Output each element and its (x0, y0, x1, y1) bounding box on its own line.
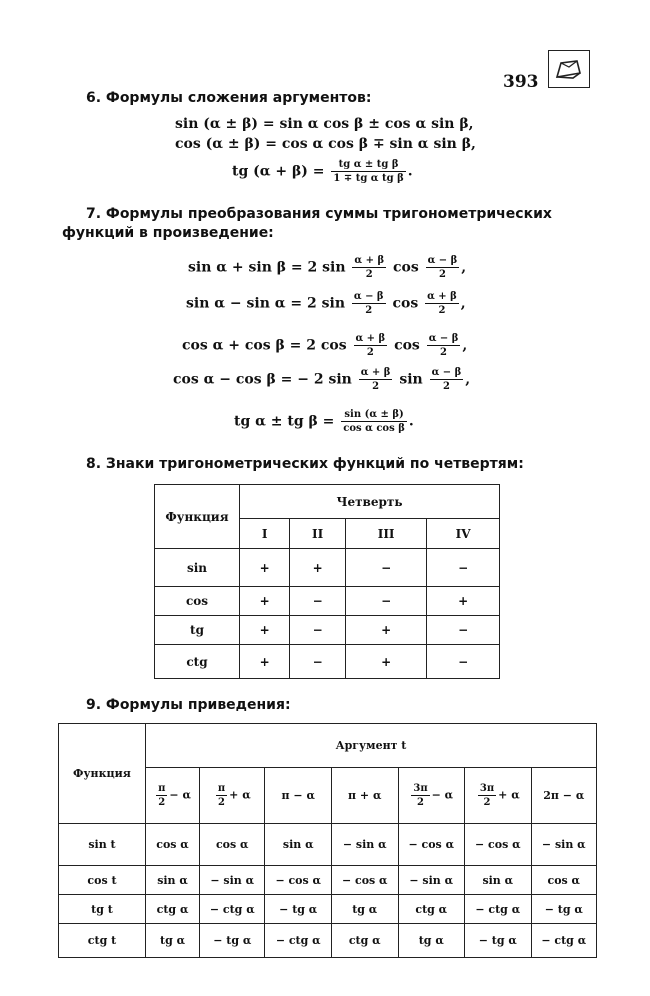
sign-cell: + (240, 549, 290, 587)
value-cell: sin α (465, 866, 532, 895)
row-func: cos t (59, 866, 146, 895)
f2-frac1 (352, 290, 386, 317)
table-row (155, 645, 500, 679)
reduction-col-arg: Аргумент t (146, 724, 597, 768)
book-icon (548, 50, 590, 88)
table-row (59, 824, 597, 866)
sign-cell: − (427, 645, 500, 679)
value-cell: − ctg α (265, 924, 332, 958)
sign-cell: − (290, 587, 346, 616)
f3-frac1 (354, 332, 388, 359)
value-cell: − tg α (465, 924, 532, 958)
f4-d2: 2 (442, 381, 450, 392)
value-cell: tg α (146, 924, 200, 958)
signs-table (154, 484, 500, 679)
f2-n1: α − β (353, 291, 384, 302)
table-row (59, 895, 597, 924)
row-func: ctg (155, 645, 240, 679)
arg-rest: − α (431, 788, 454, 802)
value-cell: − tg α (200, 924, 265, 958)
sign-cell: + (346, 616, 427, 645)
value-cell: − cos α (265, 866, 332, 895)
f1-frac2 (426, 254, 460, 281)
value-cell: − tg α (531, 895, 596, 924)
reduction-col-func: Функция (59, 724, 146, 824)
value-cell: − sin α (531, 824, 596, 866)
f4-lhs: cos α − cos β = − 2 sin (173, 371, 352, 388)
quarter-1: I (240, 519, 290, 549)
f4-d1: 2 (372, 381, 380, 392)
value-cell: − ctg α (200, 895, 265, 924)
arg-num: π (158, 783, 166, 794)
sign-cell: − (290, 616, 346, 645)
arg-frac (411, 782, 429, 809)
f5-den: cos α cos β (343, 423, 405, 434)
f1-end: , (461, 259, 467, 276)
value-cell: − cos α (465, 824, 532, 866)
sign-cell: − (427, 616, 500, 645)
sign-cell: − (290, 645, 346, 679)
value-cell: sin α (146, 866, 200, 895)
value-cell: sin α (265, 824, 332, 866)
value-cell: ctg α (146, 895, 200, 924)
sum-to-product-tg (234, 408, 414, 435)
tg-numerator: tg α ± tg β (331, 158, 405, 172)
sign-cell: + (290, 549, 346, 587)
arg-rest: − α (169, 788, 191, 802)
arg-header (465, 768, 532, 824)
sum-formula-tg (232, 158, 413, 185)
section-8-title: 8. Знаки тригонометрических функций по четвертям: (86, 456, 524, 472)
f4-n1: α + β (360, 367, 391, 378)
value-cell: cos α (146, 824, 200, 866)
f4-frac2 (430, 366, 464, 393)
row-func: tg t (59, 895, 146, 924)
value-cell: ctg α (331, 924, 398, 958)
f2-n2: α + β (427, 291, 457, 302)
value-cell: cos α (200, 824, 265, 866)
f4-frac1 (359, 366, 393, 393)
quarter-4: IV (427, 519, 500, 549)
value-cell: − sin α (331, 824, 398, 866)
arg-num: π (217, 783, 226, 794)
arg-den: 2 (417, 797, 424, 808)
row-func: sin (155, 549, 240, 587)
arg-header (398, 768, 465, 824)
f5-end: . (408, 413, 414, 430)
arg-rest: + α (229, 788, 251, 802)
signs-col-quarter: Четверть (240, 485, 500, 519)
sign-cell: − (427, 549, 500, 587)
sign-cell: − (346, 587, 427, 616)
quarter-3: III (346, 519, 427, 549)
value-cell: − tg α (265, 895, 332, 924)
reduction-table (58, 723, 597, 958)
section-7-title-line1: 7. Формулы преобразования суммы тригонометрических (86, 206, 552, 222)
f1-frac1 (352, 254, 386, 281)
value-cell: tg α (331, 895, 398, 924)
f4-n2: α − β (431, 367, 462, 378)
f2-lhs: sin α − sin α = 2 sin (186, 295, 346, 312)
arg-header (146, 768, 200, 824)
page-number: 393 (503, 72, 539, 92)
table-row (155, 616, 500, 645)
arg-den: 2 (158, 797, 166, 808)
arg-num: 3π (413, 783, 428, 794)
f1-d1: 2 (365, 269, 373, 280)
f3-lhs: cos α + cos β = 2 cos (182, 337, 347, 354)
value-cell: − sin α (398, 866, 465, 895)
f3-d2: 2 (440, 347, 448, 358)
f3-n2: α − β (428, 333, 459, 344)
quarter-2: II (290, 519, 346, 549)
sum-to-product-2 (186, 290, 466, 317)
arg-header (200, 768, 265, 824)
table-row (59, 924, 597, 958)
f5-num: sin (α ± β) (341, 408, 407, 422)
arg-num: 3π (479, 783, 495, 794)
sum-to-product-4 (173, 366, 470, 393)
row-func: sin t (59, 824, 146, 866)
arg-rest: + α (498, 788, 520, 802)
section-6-title: 6. Формулы сложения аргументов: (86, 90, 372, 106)
f4-end: , (465, 371, 471, 388)
f3-d1: 2 (366, 347, 374, 358)
value-cell: − cos α (331, 866, 398, 895)
arg-den: 2 (483, 797, 491, 808)
sign-cell: + (240, 587, 290, 616)
value-cell: tg α (398, 924, 465, 958)
table-row (155, 587, 500, 616)
f3-end: , (462, 337, 468, 354)
tg-end: . (407, 163, 413, 180)
f3-n1: α + β (355, 333, 386, 344)
f1-lhs: sin α + sin β = 2 sin (188, 259, 346, 276)
sum-formula-sin: sin (α ± β) = sin α cos β ± cos α sin β, (175, 116, 474, 132)
sign-cell: + (240, 616, 290, 645)
value-cell: ctg α (398, 895, 465, 924)
tg-denominator: 1 ∓ tg α tg β (333, 173, 404, 184)
f3-mid: cos (394, 337, 420, 354)
f5-lhs: tg α ± tg β = (234, 413, 335, 430)
section-9-title: 9. Формулы приведения: (86, 697, 291, 713)
section-7-title-line2: функций в произведение: (62, 225, 274, 241)
sign-cell: + (240, 645, 290, 679)
arg-header: π + α (331, 768, 398, 824)
f1-mid: cos (392, 259, 419, 276)
signs-col-func: Функция (155, 485, 240, 549)
row-func: cos (155, 587, 240, 616)
f2-mid: cos (392, 295, 419, 312)
row-func: tg (155, 616, 240, 645)
tg-lhs: tg (α + β) = (232, 163, 325, 180)
value-cell: cos α (531, 866, 596, 895)
f5-frac (341, 408, 407, 435)
arg-header: 2π − α (531, 768, 596, 824)
arg-den: 2 (218, 797, 225, 808)
value-cell: − ctg α (531, 924, 596, 958)
f1-n1: α + β (354, 255, 385, 266)
f1-n2: α − β (427, 255, 458, 266)
table-row (155, 549, 500, 587)
f4-mid: sin (399, 371, 423, 388)
sum-formula-cos: cos (α ± β) = cos α cos β ∓ sin α sin β, (175, 136, 476, 152)
table-row (59, 866, 597, 895)
arg-frac (156, 782, 167, 809)
f3-frac2 (427, 332, 461, 359)
f2-d1: 2 (365, 305, 373, 316)
sum-to-product-3 (182, 332, 467, 359)
f2-end: , (460, 295, 466, 312)
sign-cell: − (346, 549, 427, 587)
f2-d2: 2 (438, 305, 446, 316)
f1-d2: 2 (438, 269, 446, 280)
arg-header: π − α (265, 768, 332, 824)
sign-cell: + (427, 587, 500, 616)
f2-frac2 (425, 290, 459, 317)
value-cell: − sin α (200, 866, 265, 895)
value-cell: − ctg α (465, 895, 532, 924)
tg-fraction (331, 158, 405, 185)
sign-cell: + (346, 645, 427, 679)
arg-frac (216, 782, 227, 809)
row-func: ctg t (59, 924, 146, 958)
sum-to-product-1 (188, 254, 466, 281)
value-cell: − cos α (398, 824, 465, 866)
arg-frac (478, 782, 496, 809)
